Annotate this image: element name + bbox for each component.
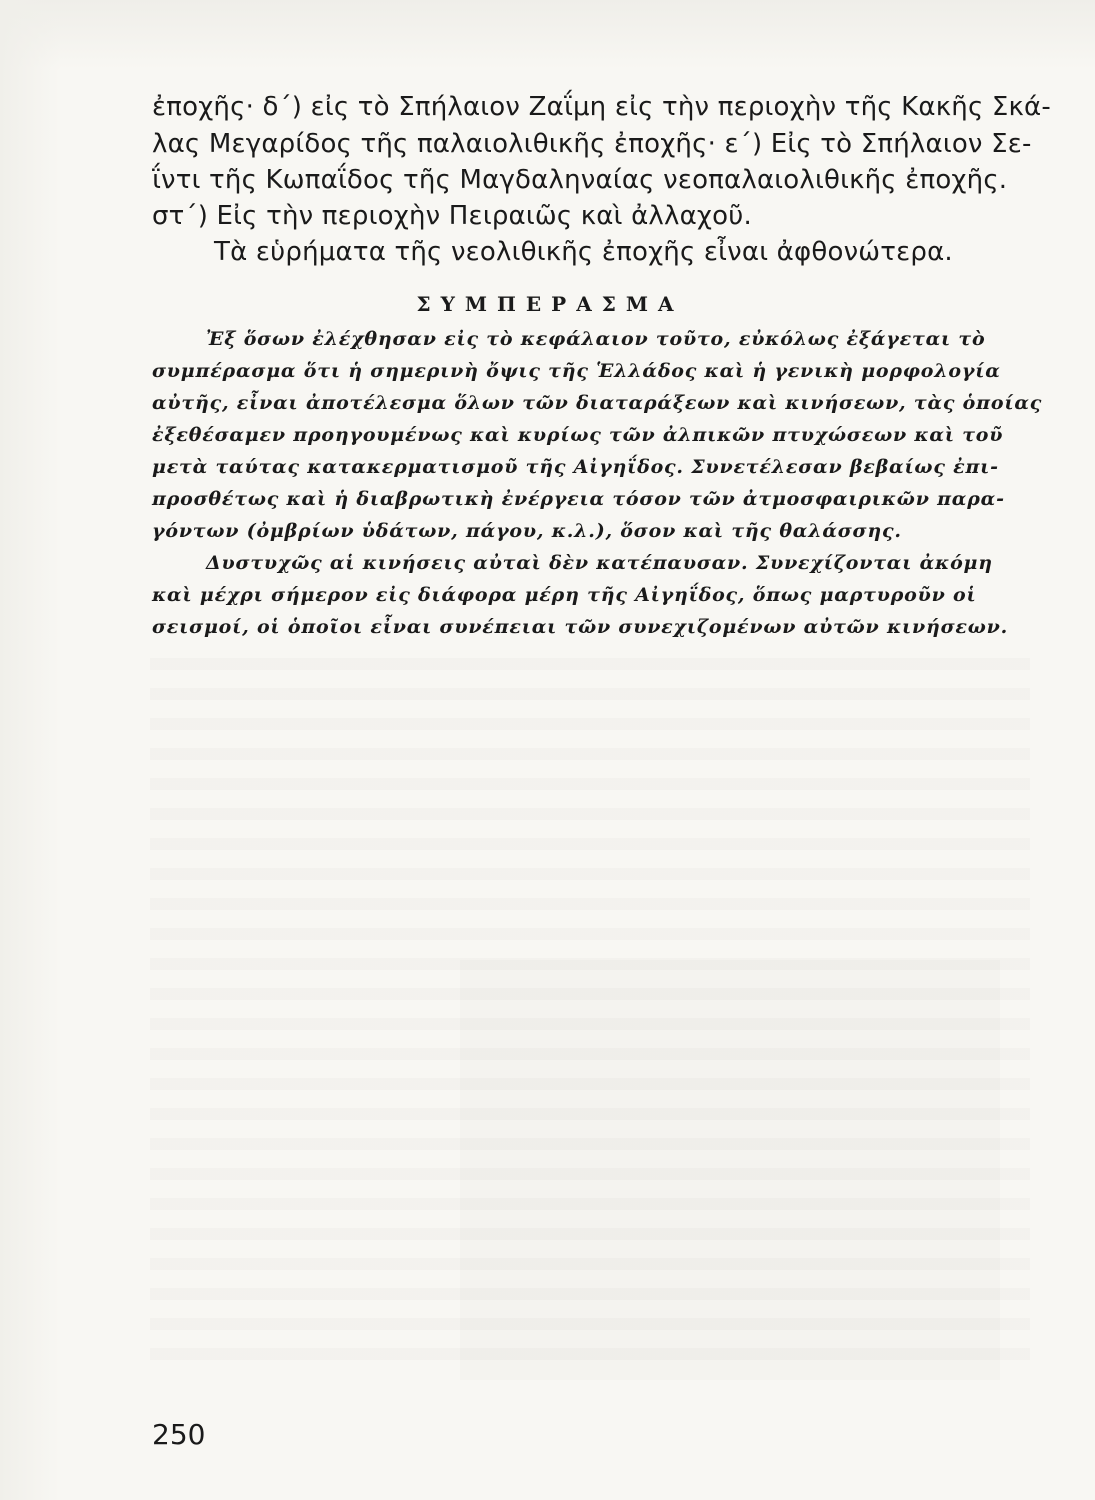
bleed-through-figure	[460, 960, 1000, 1380]
conclusion-line: συμπέρασμα ὅτι ἡ σημερινὴ ὄψις τῆς Ἑλλάδος καὶ ἡ γενικὴ μορφολογία	[152, 360, 1001, 382]
conclusion-line: γόντων (ὀμβρίων ὑδάτων, πάγου, κ.λ.), ὅσον καὶ τῆς θαλάσσης.	[152, 520, 902, 542]
conclusion-line: σεισμοί, οἱ ὁποῖοι εἶναι συνέπειαι τῶν συνεχιζομένων αὐτῶν κινήσεων.	[152, 616, 1009, 638]
intro-line: λας Μεγαρίδος τῆς παλαιολιθικῆς ἐποχῆς· ε΄) Εἰς τὸ Σπήλαιον Σε-	[152, 129, 1032, 159]
intro-line: Τὰ εὑρήματα τῆς νεολιθικῆς ἐποχῆς εἶναι ἀφθονώτερα.	[214, 237, 953, 267]
scan-shadow-top	[0, 0, 1095, 70]
conclusion-line: αὐτῆς, εἶναι ἀποτέλεσμα ὅλων τῶν διαταράξεων καὶ κινήσεων, τὰς ὁποίας	[152, 392, 1043, 414]
conclusion-line: καὶ μέχρι σήμερον εἰς διάφορα μέρη τῆς Αἰγηΐδος, ὅπως μαρτυροῦν οἱ	[152, 584, 977, 606]
intro-line: στ΄) Εἰς τὴν περιοχὴν Πειραιῶς καὶ ἀλλαχοῦ.	[152, 201, 752, 231]
section-heading: ΣΥΜΠΕΡΑΣΜΑ	[416, 292, 684, 316]
conclusion-line: προσθέτως καὶ ἡ διαβρωτικὴ ἐνέργεια τόσον τῶν ἀτμοσφαιρικῶν παρα-	[152, 488, 1005, 510]
conclusion-line: Δυστυχῶς αἱ κινήσεις αὐταὶ δὲν κατέπαυσαν. Συνεχίζονται ἀκόμη	[206, 552, 993, 574]
intro-line: ἐποχῆς· δ΄) εἰς τὸ Σπήλαιον Ζαΐμη εἰς τὴν περιοχὴν τῆς Κακῆς Σκά-	[152, 92, 1051, 122]
scan-shadow-left	[0, 0, 60, 1500]
conclusion-line: ἐξεθέσαμεν προηγουμένως καὶ κυρίως τῶν ἀλπικῶν πτυχώσεων καὶ τοῦ	[152, 424, 1004, 446]
conclusion-line: μετὰ ταύτας κατακερματισμοῦ τῆς Αἰγηΐδος. Συνετέλεσαν βεβαίως ἐπι-	[152, 456, 999, 478]
page-number: 250	[152, 1418, 206, 1451]
conclusion-line: Ἐξ ὅσων ἐλέχθησαν εἰς τὸ κεφάλαιον τοῦτο, εὐκόλως ἐξάγεται τὸ	[206, 328, 986, 350]
intro-line: ΐντι τῆς Κωπαΐδος τῆς Μαγδαληναίας νεοπαλαιολιθικῆς ἐποχῆς.	[152, 165, 1008, 195]
